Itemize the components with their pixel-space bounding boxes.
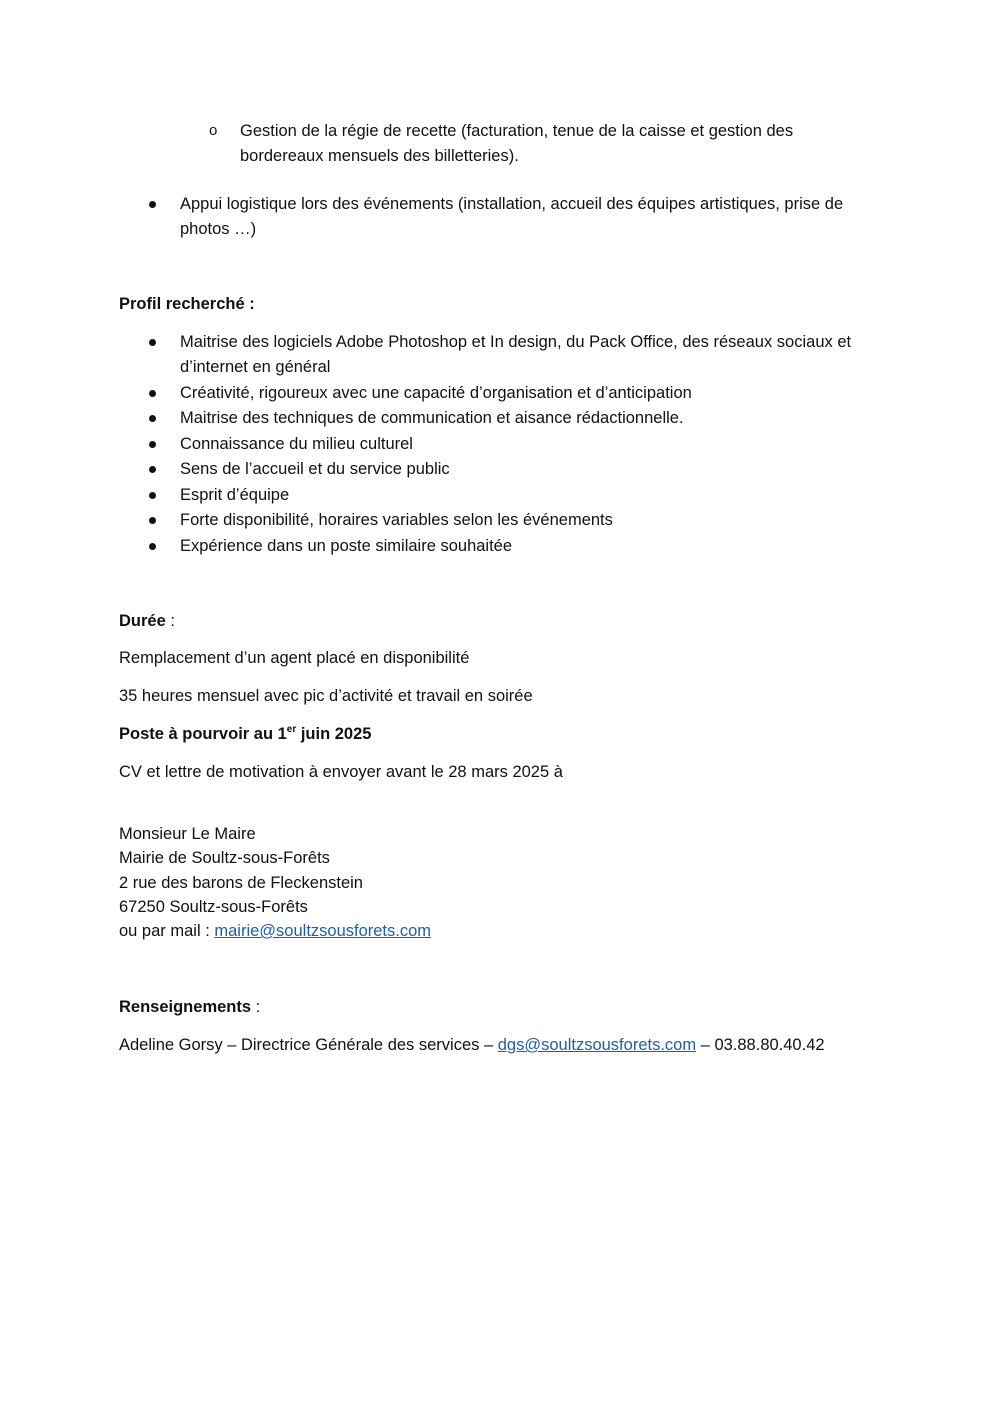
bullet-marker bbox=[149, 517, 156, 524]
profil-item-7: Forte disponibilité, horaires variables selon les événements bbox=[180, 511, 613, 529]
profil-item-6: Esprit d’équipe bbox=[180, 486, 290, 504]
contact-prefix: Adeline Gorsy – Directrice Générale des services – bbox=[119, 1036, 498, 1054]
bullet-marker bbox=[149, 339, 156, 346]
bullet-marker bbox=[149, 492, 156, 499]
profil-item-1-line-1: Maitrise des logiciels Adobe Photoshop et In design, du Pack Office, des réseaux sociaux et bbox=[180, 333, 852, 351]
profil-item-5: Sens de l’accueil et du service public bbox=[180, 460, 450, 478]
profil-heading: Profil recherché : bbox=[119, 295, 255, 313]
dgs-email-link[interactable]: dgs@soultzsousforets.com bbox=[497, 1036, 697, 1054]
sub-bullet-line-1: Gestion de la régie de recette (facturation, tenue de la caisse et gestion des bbox=[240, 122, 794, 140]
mairie-email-link[interactable]: mairie@soultzsousforets.com bbox=[214, 922, 432, 940]
contact-phone: – 03.88.80.40.42 bbox=[696, 1036, 825, 1054]
poste-suffix: juin 2025 bbox=[296, 725, 372, 743]
profil-item-8: Expérience dans un poste similaire souhaitée bbox=[180, 537, 513, 555]
mail-line bbox=[119, 920, 431, 942]
address-line-1: Monsieur Le Maire bbox=[119, 825, 256, 843]
profil-item-2: Créativité, rigoureux avec une capacité d’organisation et d’anticipation bbox=[180, 384, 692, 402]
profil-item-1-line-2: d’internet en général bbox=[180, 358, 331, 376]
contact-line bbox=[119, 1034, 825, 1056]
poste-prefix: Poste à pourvoir au 1 bbox=[119, 725, 287, 743]
sub-bullet-marker: o bbox=[209, 122, 218, 139]
bullet-marker bbox=[149, 466, 156, 473]
duree-line-1: Remplacement d’un agent placé en disponibilité bbox=[119, 649, 470, 667]
bullet-marker bbox=[149, 441, 156, 448]
logistics-line-1: Appui logistique lors des événements (installation, accueil des équipes artistiques, prise de bbox=[180, 195, 844, 213]
bullet-marker bbox=[149, 543, 156, 550]
logistics-line-2: photos …) bbox=[180, 220, 257, 238]
poste-superscript: er bbox=[286, 723, 297, 735]
cv-line: CV et lettre de motivation à envoyer avant le 28 mars 2025 à bbox=[119, 763, 563, 781]
sub-bullet-line-2: bordereaux mensuels des billetteries). bbox=[240, 147, 519, 165]
duree-line-2: 35 heures mensuel avec pic d’activité et travail en soirée bbox=[119, 687, 533, 705]
bullet-marker bbox=[149, 390, 156, 397]
duree-heading: Durée bbox=[119, 612, 166, 630]
bullet-marker bbox=[149, 415, 156, 422]
address-line-4: 67250 Soultz-sous-Forêts bbox=[119, 898, 308, 916]
poste-line bbox=[119, 723, 371, 745]
renseignements-heading: Renseignements bbox=[119, 998, 252, 1016]
duree-heading-colon: : bbox=[165, 612, 175, 630]
mail-prefix: ou par mail : bbox=[119, 922, 215, 940]
address-line-2: Mairie de Soultz-sous-Forêts bbox=[119, 849, 330, 867]
renseignements-colon: : bbox=[251, 998, 261, 1016]
renseignements-heading-line bbox=[119, 996, 260, 1018]
profil-item-3: Maitrise des techniques de communication et aisance rédactionnelle. bbox=[180, 409, 684, 427]
address-line-3: 2 rue des barons de Fleckenstein bbox=[119, 874, 363, 892]
bullet-marker bbox=[149, 201, 156, 208]
profil-item-4: Connaissance du milieu culturel bbox=[180, 435, 413, 453]
duree-heading-line bbox=[119, 610, 175, 632]
